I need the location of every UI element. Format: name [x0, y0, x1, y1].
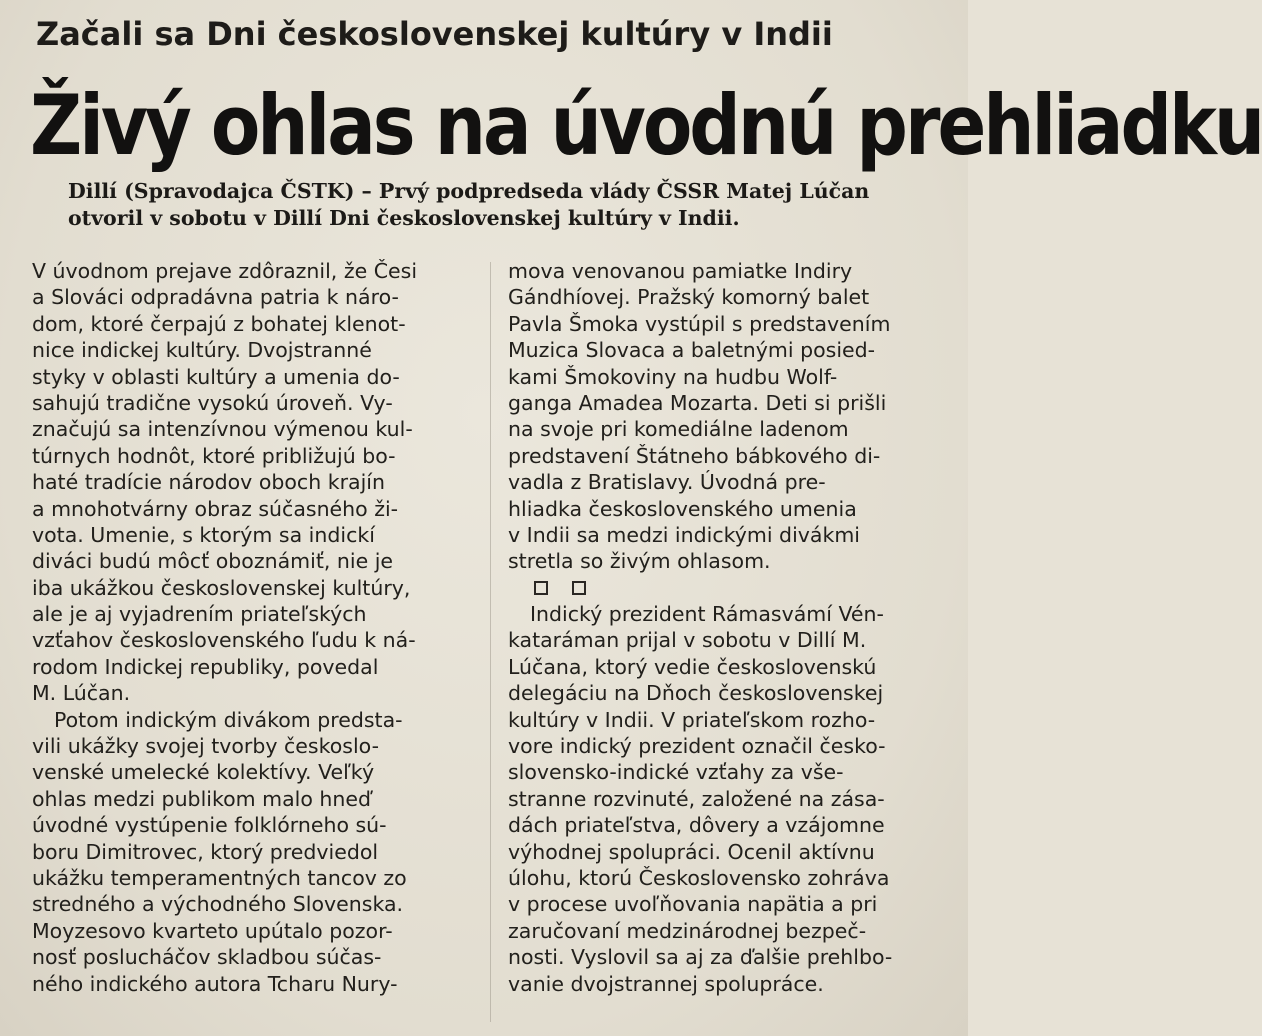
text-line: vili ukážky svojej tvorby českoslo- [32, 734, 379, 759]
text-line: nosť poslucháčov skladbou súčas- [32, 945, 382, 970]
text-line: vore indický prezident označil česko- [508, 734, 886, 759]
text-line: značujú sa intenzívnou výmenou kul- [32, 417, 413, 442]
right-column-top [508, 258, 956, 575]
text-line: Moyzesovo kvarteto upútalo pozor- [32, 918, 393, 943]
text-line: kultúry v Indii. V priateľskom rozho- [508, 707, 876, 732]
text-line: a Slováci odpradávna patria k náro- [32, 285, 399, 310]
text-line: nice indickej kultúry. Dvojstranné [32, 338, 372, 363]
text-line: vota. Umenie, s ktorým sa indickí [32, 522, 375, 547]
text-line: vanie dvojstrannej spolupráce. [508, 971, 824, 996]
text-line: Muzica Slovaca a baletnými posied- [508, 338, 876, 363]
text-line: nosti. Vyslovil sa aj za ďalšie prehlbo- [508, 945, 893, 970]
text-line: boru Dimitrovec, ktorý predviedol [32, 839, 379, 864]
text-line: ohlas medzi publikom malo hneď [32, 786, 372, 811]
text-line: stredného a východného Slovenska. [32, 892, 404, 917]
text-line: venské umelecké kolektívy. Veľký [32, 760, 375, 785]
text-line: Pavla Šmoka vystúpil s predstavením [508, 311, 891, 336]
lead-line: Dillí (Spravodajca ČSTK) – Prvý podpredseda vlády ČSSR Matej Lúčan [68, 179, 870, 203]
text-line: stranne rozvinuté, založené na zása- [508, 786, 885, 811]
text-line: kataráman prijal v sobotu v Dillí M. [508, 628, 867, 653]
text-line: delegáciu na Dňoch československej [508, 681, 884, 706]
article-lead [68, 178, 958, 232]
text-line: dách priateľstva, dôvery a vzájomne [508, 813, 885, 838]
text-line: Indický prezident Rámasvámí Vén- [530, 602, 884, 627]
separator-box-icon [534, 581, 548, 595]
text-line: sahujú tradične vysokú úroveň. Vy- [32, 390, 393, 415]
text-line: túrnych hodnôt, ktoré približujú bo- [32, 443, 396, 468]
text-line: výhodnej spolupráci. Ocenil aktívnu [508, 839, 875, 864]
text-line: hliadka československého umenia [508, 496, 857, 521]
lead-line: otvoril v sobotu v Dillí Dni československej kultúry v Indii. [68, 206, 740, 230]
column-divider [490, 262, 491, 1022]
text-line: v Indii sa medzi indickými divákmi [508, 522, 860, 547]
text-line: V úvodnom prejave zdôraznil, že Česi [32, 259, 418, 283]
text-line: na svoje pri komediálne ladenom [508, 417, 849, 442]
text-line: diváci budú môcť oboznámiť, nie je [32, 549, 394, 574]
text-line: zaručovaní medzinárodnej bezpeč- [508, 918, 867, 943]
text-line: úlohu, ktorú Československo zohráva [508, 865, 890, 890]
text-line: ale je aj vyjadrením priateľských [32, 602, 367, 627]
article-kicker: Začali sa Dni československej kultúry v Indii [36, 15, 833, 53]
text-line: ukážku temperamentných tancov zo [32, 865, 407, 890]
text-line: stretla so živým ohlasom. [508, 549, 771, 574]
text-line: v procese uvoľňovania napätia a pri [508, 892, 878, 917]
text-line: vzťahov československého ľudu k ná- [32, 628, 416, 653]
text-line: a mnohotvárny obraz súčasného ži- [32, 496, 399, 521]
right-column [508, 258, 956, 997]
text-line: predstavení Štátneho bábkového di- [508, 443, 881, 468]
text-line: vadla z Bratislavy. Úvodná pre- [508, 470, 826, 495]
text-line: ného indického autora Tcharu Nury- [32, 971, 398, 996]
section-separator [508, 575, 956, 601]
text-line: kami Šmokoviny na hudbu Wolf- [508, 364, 838, 389]
left-column [32, 258, 472, 997]
text-line: ganga Amadea Mozarta. Deti si prišli [508, 390, 887, 415]
text-line: slovensko-indické vzťahy za vše- [508, 760, 844, 785]
text-line: iba ukážkou československej kultúry, [32, 575, 411, 600]
right-column-bottom [508, 601, 956, 997]
text-line: Lúčana, ktorý vedie československú [508, 654, 877, 679]
text-line: Gándhíovej. Pražský komorný balet [508, 285, 870, 310]
text-line: rodom Indickej republiky, povedal [32, 654, 379, 679]
text-line: M. Lúčan. [32, 681, 131, 706]
separator-box-icon [572, 581, 586, 595]
article-headline: Živý ohlas na úvodnú prehliadku [30, 76, 1262, 174]
text-line: haté tradície národov oboch krajín [32, 470, 385, 495]
text-line: dom, ktoré čerpajú z bohatej klenot- [32, 311, 406, 336]
text-line: úvodné vystúpenie folklórneho sú- [32, 813, 387, 838]
text-line: styky v oblasti kultúry a umenia do- [32, 364, 400, 389]
text-line: mova venovanou pamiatke Indiry [508, 259, 853, 283]
text-line: Potom indickým divákom predsta- [54, 707, 403, 732]
